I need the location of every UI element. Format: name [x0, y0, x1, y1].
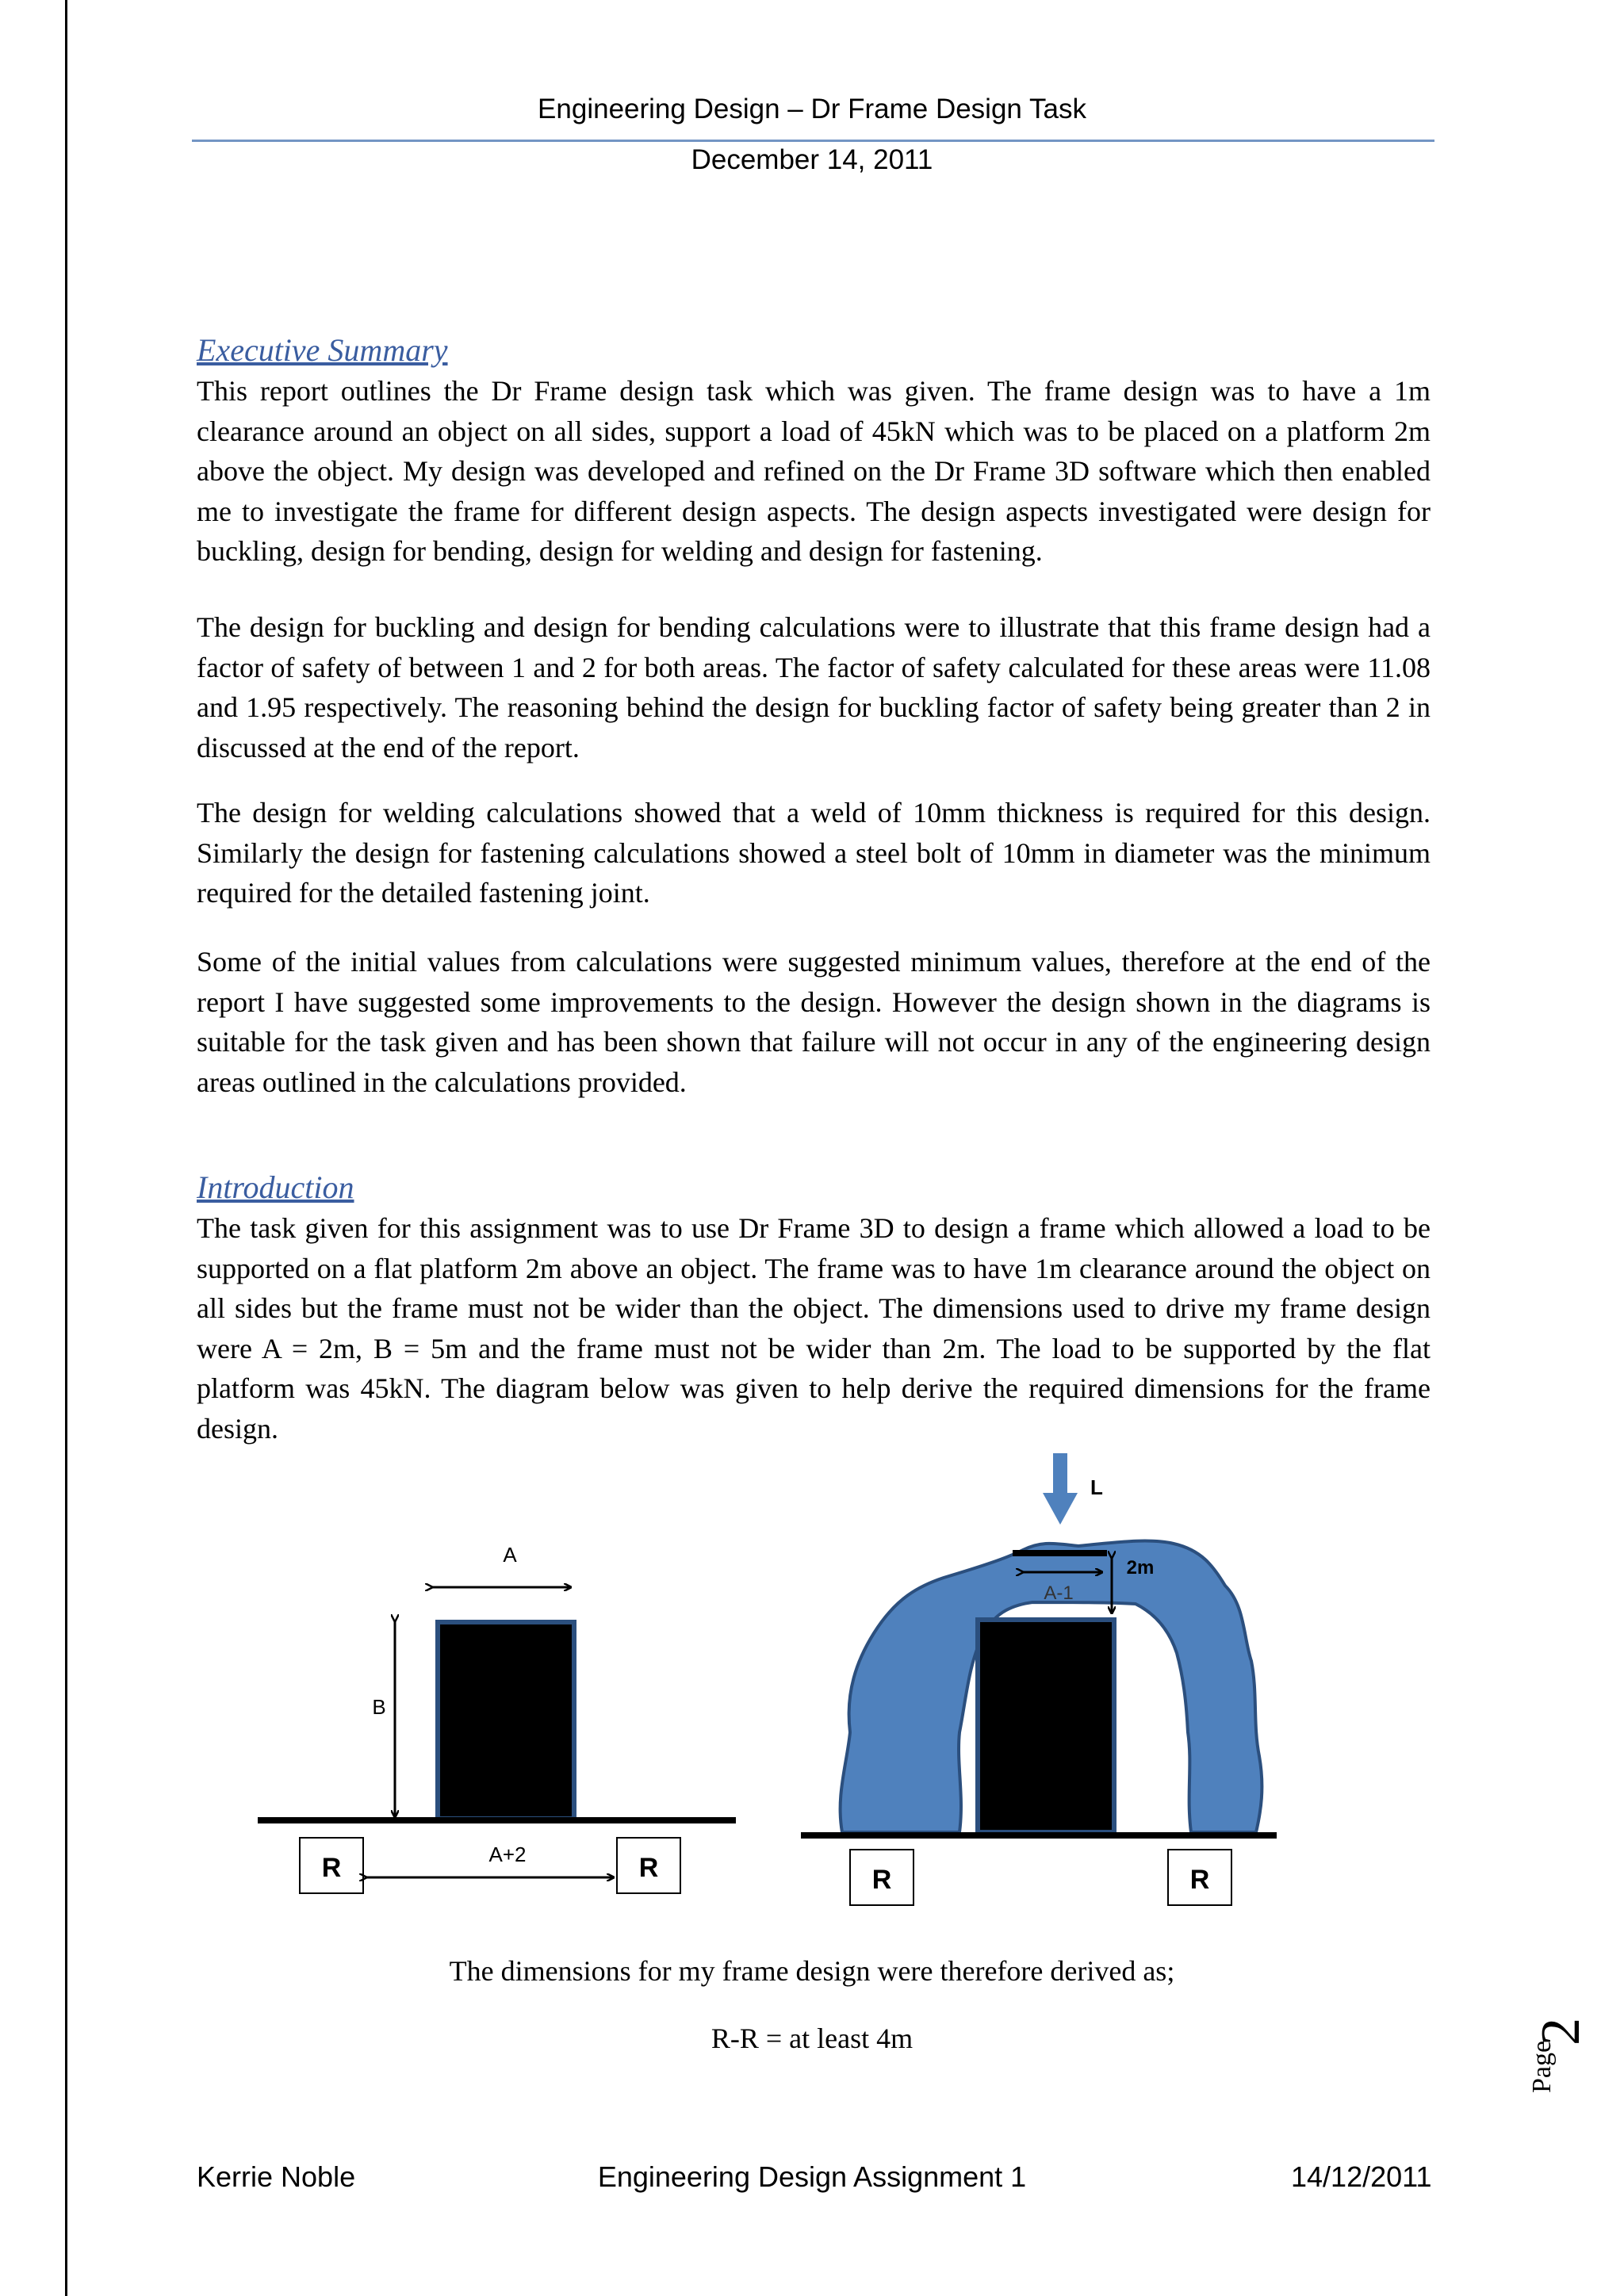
footer-date: 14/12/2011: [1291, 2160, 1432, 2193]
object-block: [978, 1620, 1114, 1832]
load-arrow-shaft: [1053, 1453, 1067, 1494]
page-word: Page: [1527, 2040, 1557, 2093]
label-b: B: [372, 1695, 386, 1719]
footer-assignment: Engineering Design Assignment 1: [597, 2160, 1027, 2193]
summary-paragraph-1: This report outlines the Dr Frame design task which was given. The frame design was to have a 1m clearance around an object on all sides, support a load of 45kN which was to be placed on a platform 2m above the object. My design was developed and refined on the Dr Frame 3D software which then enabled me to investigate the frame for different design aspects. The design aspects investigated were design for buckling, design for bending, design for welding and design for fastening.: [197, 375, 1431, 567]
support-right-label: R: [638, 1853, 659, 1883]
introduction-paragraph: The task given for this assignment was to use Dr Frame 3D to design a frame which allowed a load to be supported on a flat platform 2m above an object. The frame was to have 1m clearance around the object on all sides but the frame must not be wider than the object. The dimensions used to drive my frame design were A = 2m, B = 5m and the frame must not be wider than 2m. The load to be supported by the flat platform was 45kN. The diagram below was given to help derive the required dimensions for the frame design.: [197, 1212, 1431, 1445]
support-left-label: R: [321, 1853, 342, 1883]
left-margin-line: [65, 0, 67, 2296]
label-load: L: [1090, 1475, 1103, 1499]
object-block: [438, 1622, 574, 1819]
support-left-label: R: [871, 1865, 892, 1895]
page-number: [1491, 1974, 1624, 2101]
executive-summary-heading: Executive Summary: [197, 332, 448, 368]
derived-caption: The dimensions for my frame design were therefore derived as;: [449, 1955, 1175, 1987]
summary-paragraph-2: The design for buckling and design for bending calculations were to illustrate that this frame design had a factor of safety of between 1 and 2 for both areas. The factor of safety calculated for these areas were 11.08 and 1.95 respectively. The reasoning behind the design for buckling factor of safety being greater than 2 in discussed at the end of the report.: [197, 611, 1431, 763]
right-diagram: [801, 1447, 1308, 1923]
header-title: Engineering Design – Dr Frame Design Task: [538, 94, 1086, 124]
label-a: A: [503, 1543, 517, 1567]
page-number-value: 2: [1530, 2018, 1591, 2045]
introduction-heading: Introduction: [197, 1169, 354, 1205]
rr-equation: R-R = at least 4m: [710, 2022, 914, 2054]
label-a-minus-1: A-1: [1044, 1582, 1074, 1604]
header-rule: [192, 140, 1434, 142]
left-diagram: [238, 1530, 753, 1911]
label-a-plus-2: A+2: [488, 1843, 527, 1866]
load-arrow-head: [1043, 1493, 1078, 1525]
summary-paragraph-4: Some of the initial values from calculations were suggested minimum values, therefore at the end of the report I have suggested some improvements to the design. However the design shown in the diagrams is suitable for the task given and has been shown that failure will not occur in any of the engineering design areas outlined in the calculations provided.: [197, 946, 1431, 1098]
label-2m: 2m: [1126, 1557, 1155, 1578]
header-date: December 14, 2011: [691, 144, 933, 175]
summary-paragraph-3: The design for welding calculations showed that a weld of 10mm thickness is required for this design. Similarly the design for fastening calculations showed a steel bolt of 10mm in diameter was the minimum required for the detailed fastening joint.: [197, 797, 1431, 909]
footer-author: Kerrie Noble: [197, 2160, 356, 2193]
support-right-label: R: [1189, 1865, 1210, 1895]
